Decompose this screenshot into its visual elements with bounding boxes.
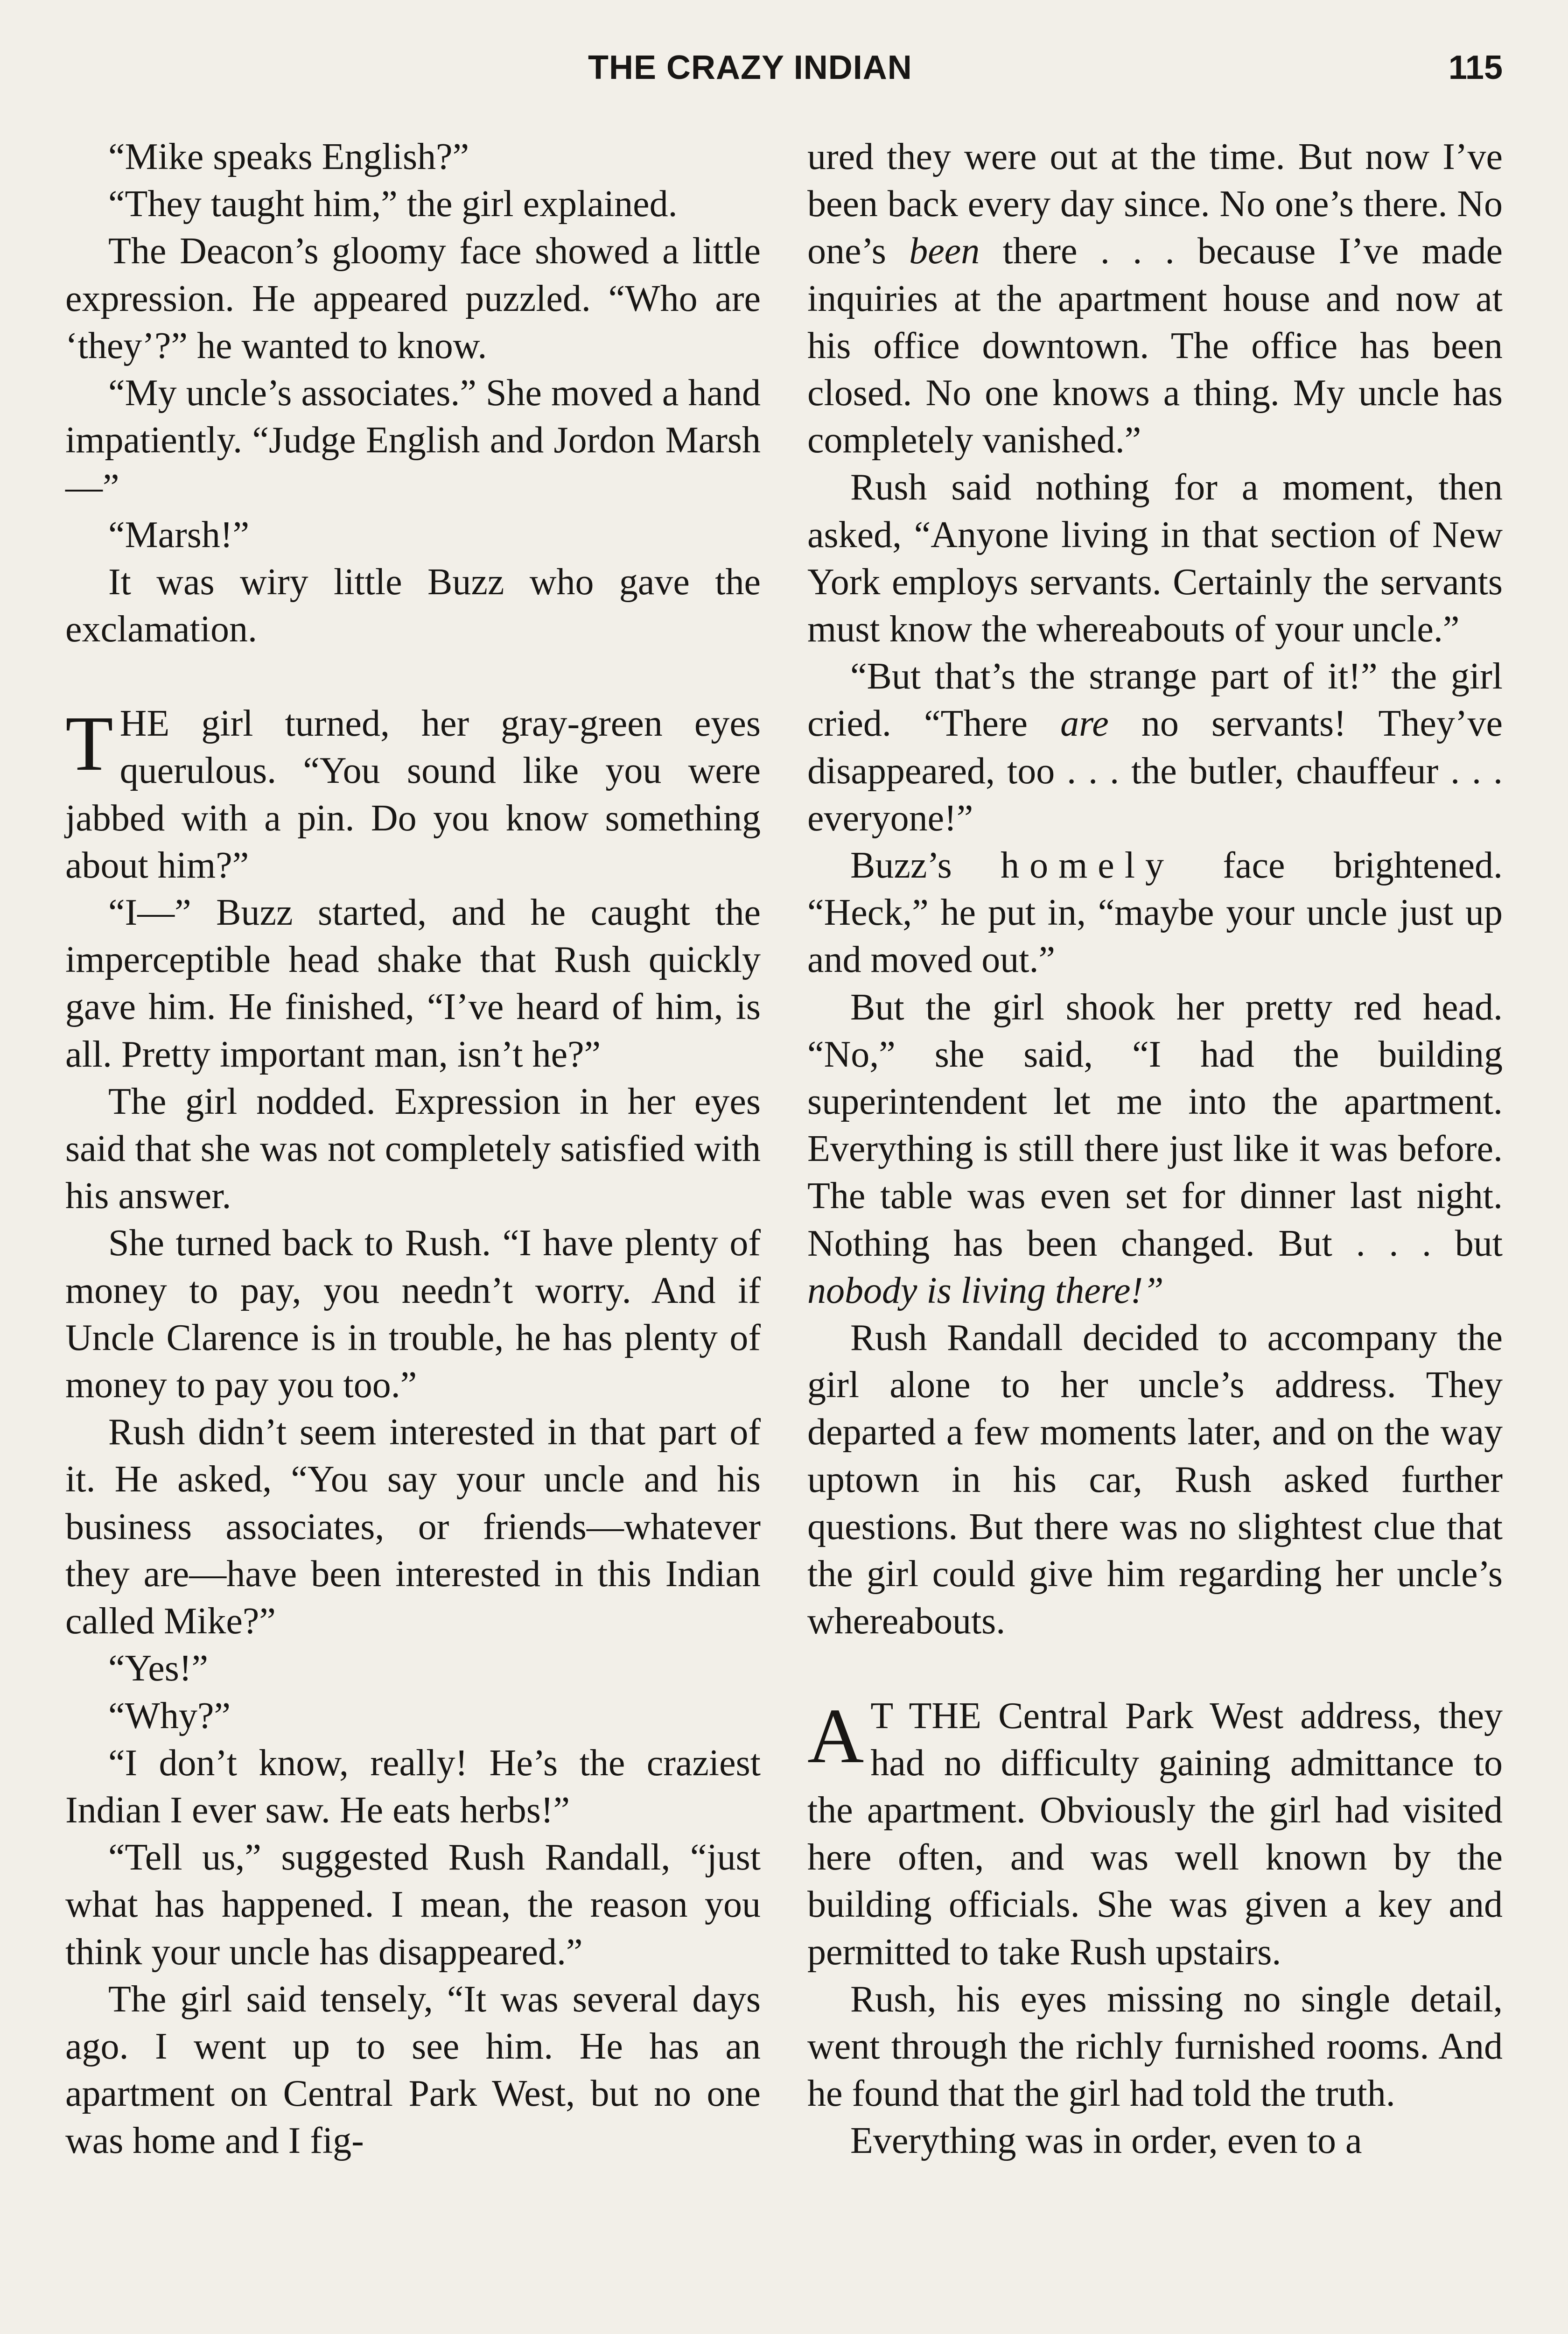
- text-run: But the girl shook her pretty red head. “No,” she said, “I had the building superintendent let me into the apartment. Everything is still there just like it was before. The table was even set for dinner last night. Nothing has been changed. But . . . but: [807, 986, 1503, 1264]
- paragraph: Everything was in order, even to a: [850, 2120, 1362, 2162]
- italic-text: are: [1060, 703, 1109, 745]
- italic-text: been: [909, 231, 980, 272]
- paragraph: “I—” Buzz started, and he caught the imperceptible head shake that Rush quickly gave him. He finished, “I’ve heard of him, is all. Pretty important man, isn’t he?”: [65, 892, 761, 1075]
- running-head: [0, 49, 1568, 100]
- paragraph: “Mike speaks English?”: [108, 136, 469, 177]
- paragraph: “Tell us,” suggested Rush Randall, “just what has happened. I mean, the reason you think your uncle has disappeared.”: [65, 1837, 761, 1973]
- paragraph: [807, 653, 1503, 842]
- italic-text: nobody is living there!”: [807, 1270, 1164, 1311]
- letterspaced-text: homely: [1001, 845, 1175, 886]
- paragraph: “Marsh!”: [108, 514, 250, 555]
- text-run: “But that’s the strange part of it!” the girl cried. “There: [807, 656, 1503, 745]
- paragraph: “They taught him,” the girl explained.: [108, 183, 678, 225]
- paragraph: It was wiry little Buzz who gave the exclamation.: [65, 561, 761, 650]
- paragraph-text: T THE Central Park West address, they had no difficulty gaining admittance to the apartment. Obviously the girl had visited here often, and was well known by the building officials. She was given a key and permitted to take Rush upstairs.: [807, 1695, 1503, 1973]
- text-run: there . . . because I’ve made inquiries at the apartment house and now at his office downtown. The office has been closed. No one knows a thing. My uncle has completely vanished.”: [807, 231, 1503, 461]
- text-run: Buzz’s: [850, 845, 1001, 886]
- paragraph: Rush said nothing for a moment, then asked, “Anyone living in that section of New York employs servants. Certainly the servants must know the whereabouts of your uncle.”: [807, 467, 1503, 650]
- paragraph: [807, 842, 1503, 984]
- paragraph: The Deacon’s gloomy face showed a little expression. He appeared puzzled. “Who are ‘they’?” he wanted to know.: [65, 231, 761, 366]
- text-run: ured they were out at the time. But now I’ve been back every day since. No one’s there. No one’s: [807, 136, 1503, 272]
- text-run: face brightened. “Heck,” he put in, “maybe your uncle just up and moved out.”: [807, 845, 1503, 981]
- right-column: [807, 134, 1503, 2165]
- paragraph: Rush didn’t seem interested in that part of it. He asked, “You say your uncle and his business associates, or friends—whatever they are—have been interested in this Indian called Mike?”: [65, 1412, 761, 1642]
- section-opening-paragraph: [65, 700, 761, 889]
- text-run: no servants! They’ve disappeared, too . . . the butler, chauffeur . . . everyone!”: [807, 703, 1503, 839]
- drop-cap: A: [807, 1692, 864, 1779]
- paragraph: “My uncle’s associates.” She moved a hand impatiently. “Judge English and Jordon Marsh—”: [65, 373, 761, 508]
- running-title: THE CRAZY INDIAN: [588, 49, 912, 86]
- paragraph: [807, 134, 1503, 464]
- paragraph: The girl nodded. Expression in her eyes said that she was not completely satisfied with his answer.: [65, 1081, 761, 1217]
- paragraph: She turned back to Rush. “I have plenty of money to pay, you needn’t worry. And if Uncle Clarence is in trouble, he has plenty of money to pay you too.”: [65, 1223, 761, 1406]
- paragraph-text: HE girl turned, her gray-green eyes querulous. “You sound like you were jabbed with a pin. Do you know something about him?”: [65, 703, 761, 886]
- paragraph: Rush, his eyes missing no single detail, went through the richly furnished rooms. And he found that the girl had told the truth.: [807, 1978, 1503, 2115]
- paragraph: The girl said tensely, “It was several days ago. I went up to see him. He has an apartment on Central Park West, but no one was home and I fig-: [65, 1978, 761, 2162]
- paragraph: “I don’t know, really! He’s the craziest Indian I ever saw. He eats herbs!”: [65, 1742, 761, 1831]
- paragraph: Rush Randall decided to accompany the girl alone to her uncle’s address. They departed a few moments later, and on the way uptown in his car, Rush asked further questions. But there was no slightest clue that the girl could give him regarding her uncle’s whereabouts.: [807, 1317, 1503, 1642]
- page-number: 115: [1448, 49, 1503, 86]
- drop-cap: T: [65, 700, 113, 787]
- section-opening-paragraph: [807, 1693, 1503, 1976]
- paragraph: “Why?”: [108, 1695, 231, 1736]
- paragraph: [807, 984, 1503, 1315]
- left-column: [65, 134, 761, 2165]
- paragraph: “Yes!”: [108, 1648, 209, 1689]
